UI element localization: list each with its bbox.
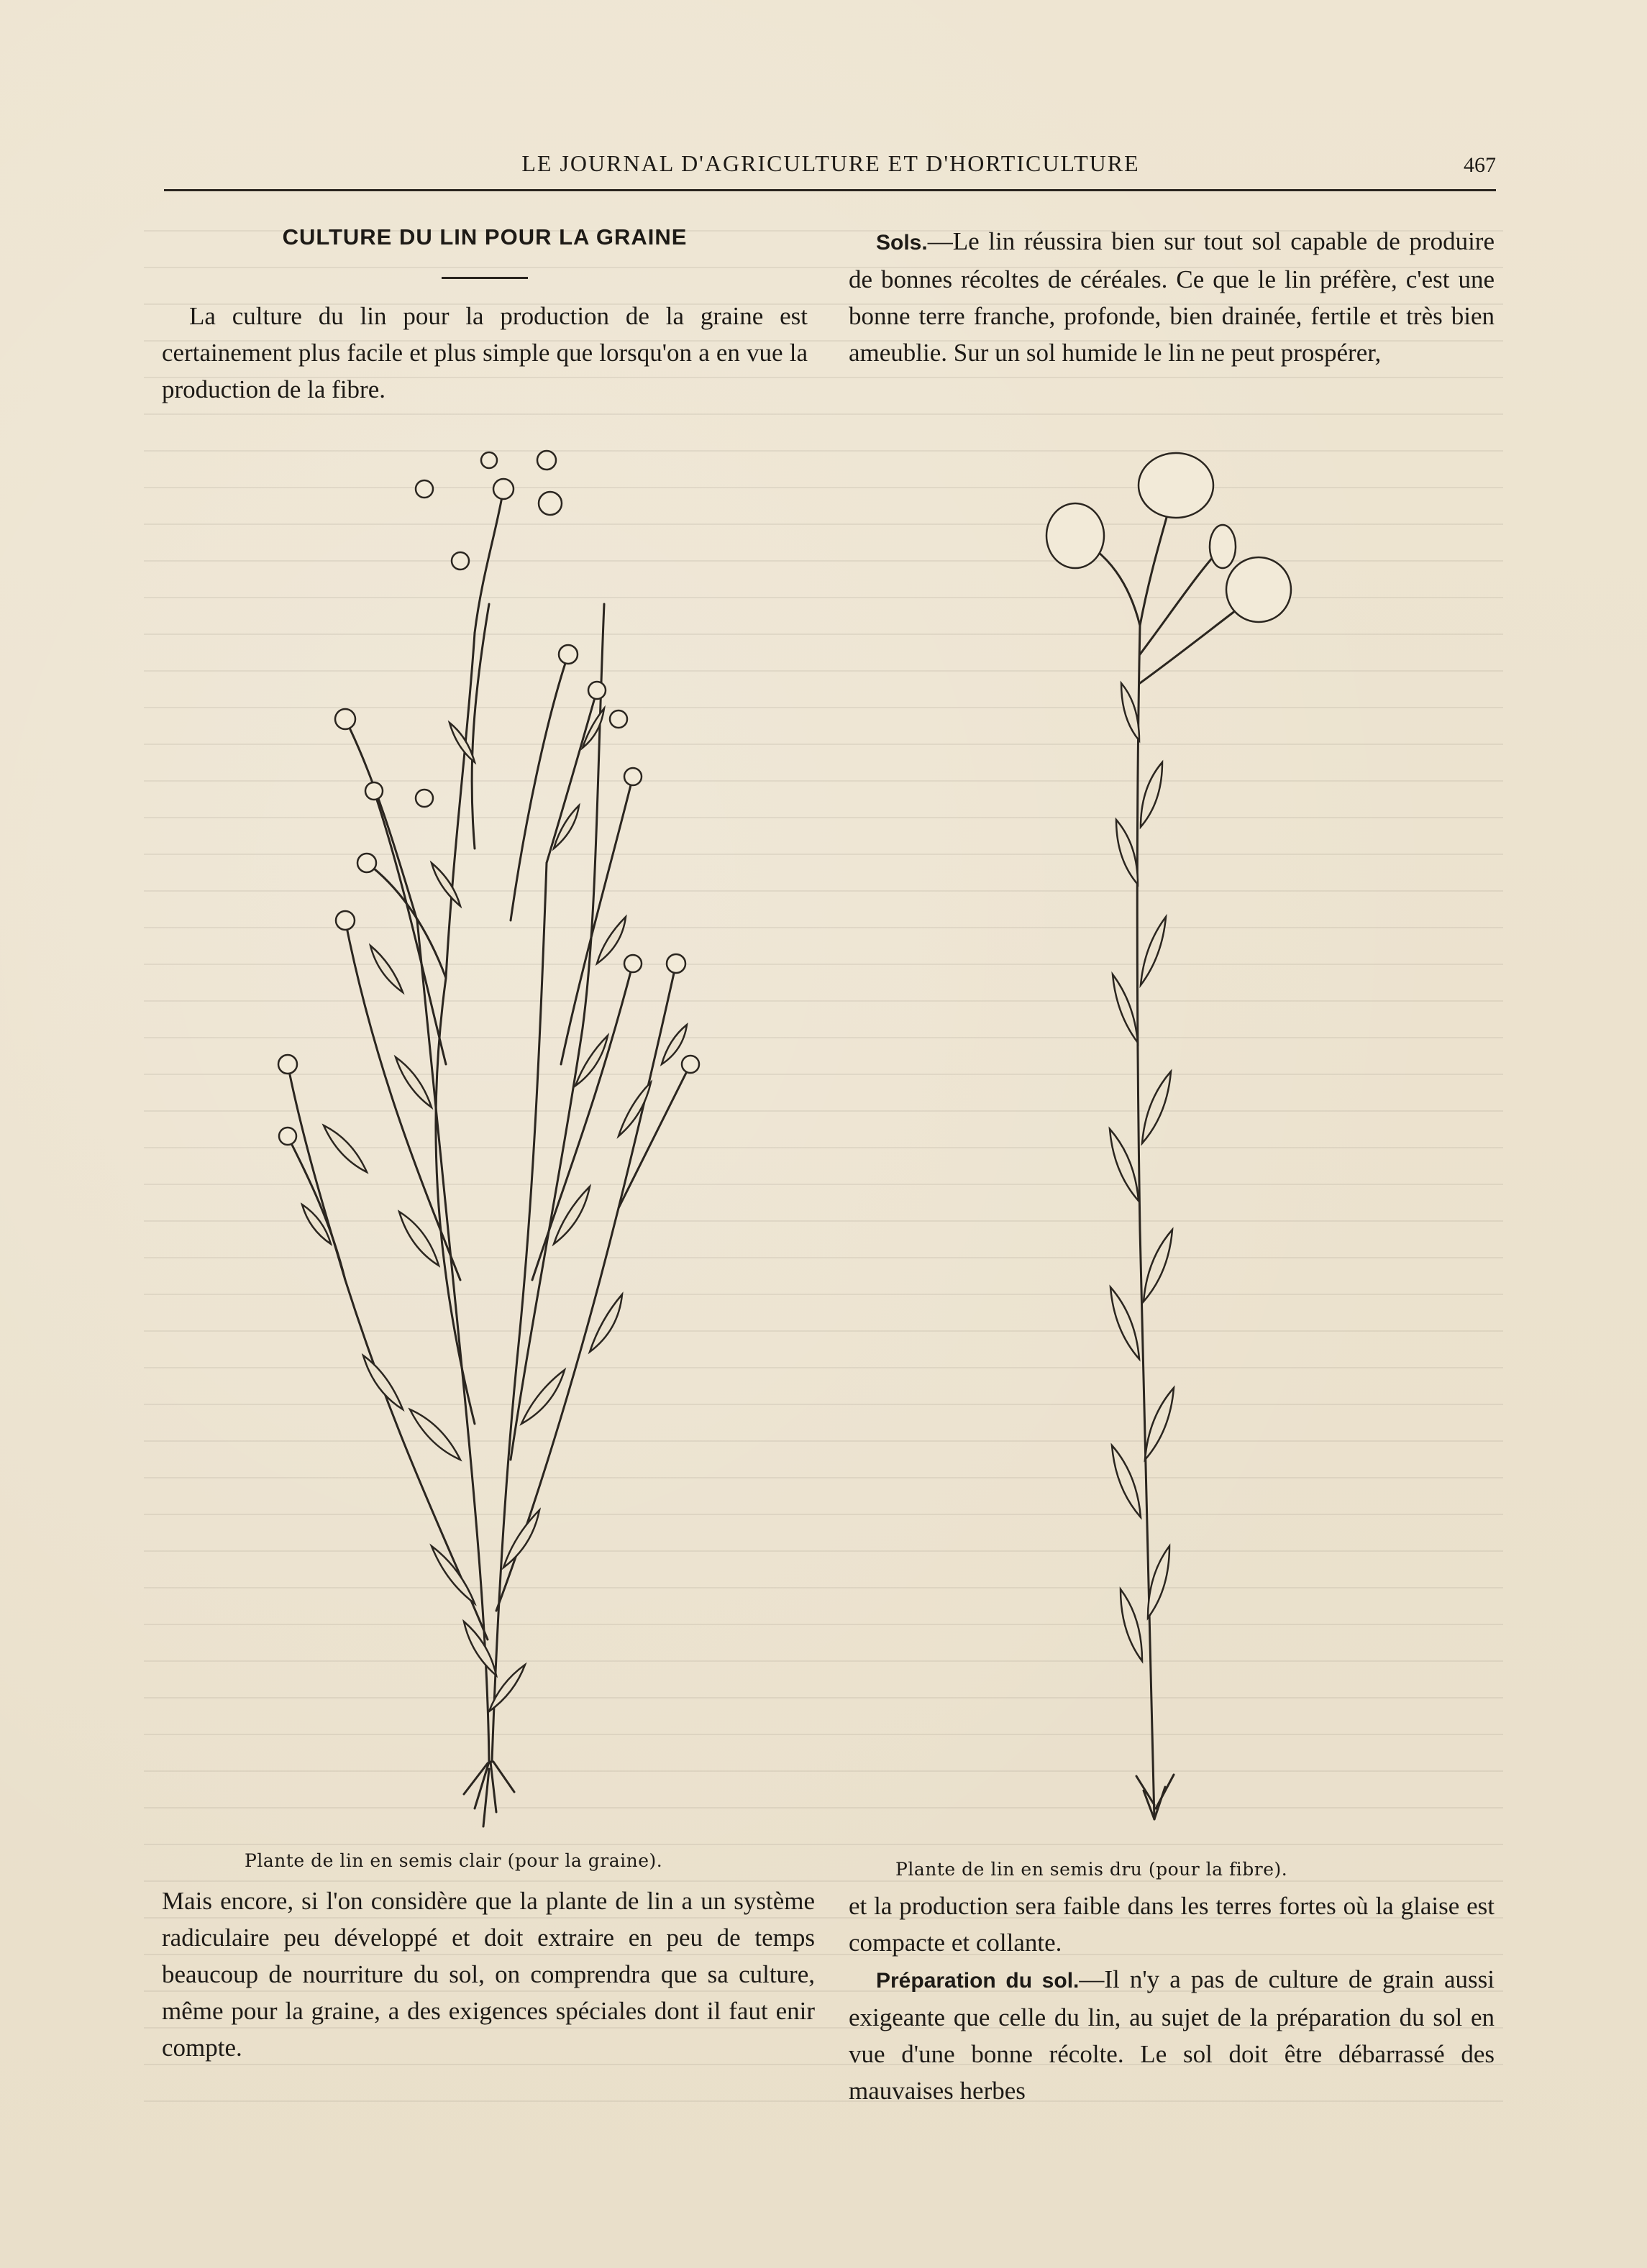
sols-paragraph (849, 223, 1495, 371)
title-rule (442, 277, 528, 279)
left-column-bottom (162, 1883, 815, 2066)
right-column-top (849, 223, 1495, 371)
page-number: 467 (1464, 153, 1496, 177)
continuation-paragraph: et la production sera faible dans les terres fortes où la glaise est compacte et collante. (849, 1892, 1495, 1957)
figure-flax-fibre (1007, 439, 1338, 1834)
sols-text: —Le lin réussira bien sur tout sol capable de produire de bonnes récoltes de céréales. Ce que le lin préfère, c'est une bonne terre franche, profonde, bien drainée, fertile et très bien ameublie. Sur un sol humide le lin ne peut prospérer, (849, 227, 1495, 367)
article-title: CULTURE DU LIN POUR LA GRAINE (282, 224, 688, 250)
running-head (165, 147, 1496, 183)
flax-branching-illustration (259, 417, 719, 1834)
preparation-text: —Il n'y a pas de culture de grain aussi exigeante que celle du lin, au sujet de la préparation du sol en vue d'une bonne récolte. Le sol doit être débarrassé des mauvaises herbes (849, 1965, 1495, 2105)
sols-heading: Sols. (876, 231, 928, 255)
preparation-heading: Préparation du sol. (876, 1969, 1080, 1993)
right-figure-caption: Plante de lin en semis dru (pour la fibre). (895, 1859, 1288, 1880)
flax-single-stem-illustration (1007, 439, 1338, 1834)
left-column-top (162, 209, 808, 408)
running-title: LE JOURNAL D'AGRICULTURE ET D'HORTICULTURE (521, 150, 1140, 176)
figure-flax-seed (259, 417, 719, 1834)
left-bottom-paragraph: Mais encore, si l'on considère que la plante de lin a un système radiculaire peu développé et doit extraire en peu de temps beaucoup de nourriture du sol, on comprendra que sa culture, même pour la graine, a des exigences spéciales dont il faut enir compte. (162, 1887, 815, 2062)
intro-paragraph: La culture du lin pour la production de la graine est certainement plus facile et plus simple que lorsqu'on a en vue la production de la fibre. (162, 302, 808, 403)
preparation-paragraph (849, 1961, 1495, 2109)
right-column-bottom (849, 1888, 1495, 2109)
left-figure-caption: Plante de lin en semis clair (pour la graine). (245, 1850, 663, 1871)
header-rule (164, 189, 1496, 191)
